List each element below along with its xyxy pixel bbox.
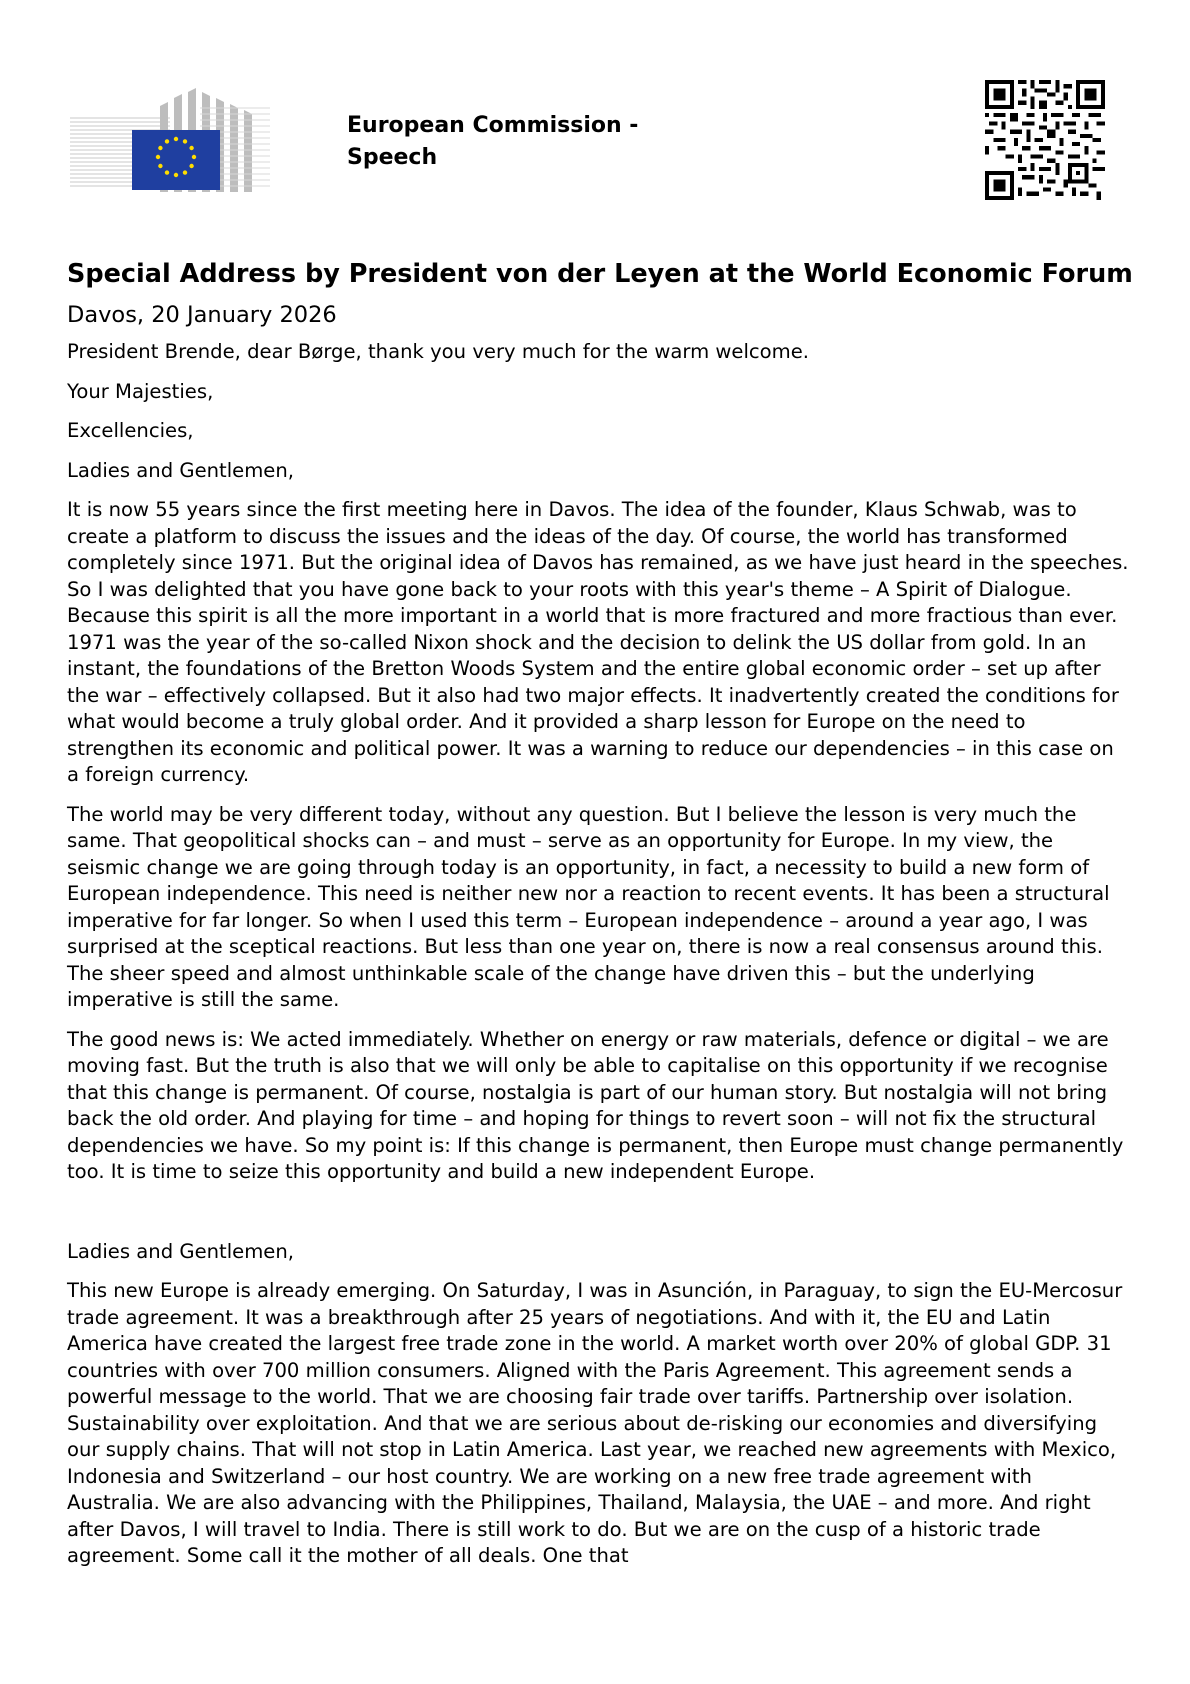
- speech-paragraph: This new Europe is already emerging. On Saturday, I was in Asunción, in Paraguay, to sign the EU-Mercosur trade agreement. It was a breakthrough after 25 years of negotiations. And with it, the EU and Latin America have created the largest free trade zone in the world. A market worth over 20% of global GDP. 31 countries with over 700 million consumers. Aligned with the Paris Agreement. This agreement sends a powerful message to the world. That we are choosing fair trade over tariffs. Partnership over isolation. Sustainability over exploitation. And that we are serious about de-risking our economies and diversifying our supply chains. That will not stop in Latin America. Last year, we reached new agreements with Mexico, Indonesia and Switzerland – our host country. We are working on a new free trade agreement with Australia. We are also advancing with the Philippines, Thailand, Malaysia, the UAE – and more. And right after Davos, I will travel to India. There is still work to do. But we are on the cusp of a historic trade agreement. Some call it the mother of all deals. One that: [67, 1279, 1123, 1567]
- speech-paragraph: The world may be very different today, without any question. But I believe the lesson is very much the same. That geopolitical shocks can – and must – serve as an opportunity for Europe. In my view, the seismic change we are going through today is an opportunity, in fact, a necessity to build a new form of European independence. This need is neither new nor a reaction to recent events. It has been a structural imperative for far longer. So when I used this term – European independence – around a year ago, I was surprised at the sceptical reactions. But less than one year on, there is now a real consensus around this. The sheer speed and almost unthinkable scale of the change have driven this – but the underlying imperative is still the same.: [67, 802, 1110, 1011]
- speech-dateline: Davos, 20 January 2026: [67, 302, 337, 328]
- salutation-excellencies: Excellencies,: [67, 419, 194, 442]
- european-commission-logo: [70, 88, 270, 194]
- page-header: [0, 0, 1190, 230]
- salutation-ladies-gentlemen: Ladies and Gentlemen,: [67, 458, 295, 482]
- org-title-line2: Speech: [347, 145, 438, 170]
- speech-paragraph: It is now 55 years since the first meeting here in Davos. The idea of the founder, Klaus Schwab, was to create a platform to discuss the issues and the ideas of the day. Of course, the world has transformed completely since 1971. But the original idea of Davos has remained, as we have just heard in the speeches. So I was delighted that you have gone back to your roots with this year's theme – A Spirit of Dialogue. Because this spirit is all the more important in a world that is more fractured and more fractious than ever. 1971 was the year of the so-called Nixon shock and the decision to delink the US dollar from gold. In an instant, the foundations of the Bretton Woods System and the entire global economic order – set up after the war – effectively collapsed. But it also had two major effects. It inadvertently created the conditions for what would become a truly global order. And it provided a sharp lesson for Europe on the need to strengthen its economic and political power. It was a warning to reduce our dependencies – in this case on a foreign currency.: [67, 498, 1129, 786]
- org-title: [347, 110, 667, 174]
- salutation-opening: President Brende, dear Børge, thank you very much for the warm welcome.: [67, 340, 810, 363]
- org-title-line1: European Commission -: [347, 113, 639, 138]
- salutation-ladies-gentlemen: Ladies and Gentlemen,: [67, 1239, 295, 1263]
- section-spacer: [67, 1199, 1130, 1239]
- speech-content: [67, 258, 1133, 1583]
- speech-paragraph: The good news is: We acted immediately. Whether on energy or raw materials, defence or digital – we are moving fast. But the truth is also that we will only be able to capitalise on this opportunity if we recognise that this change is permanent. Of course, nostalgia is part of our human story. But nostalgia will not bring back the old order. And playing for time – and hoping for things to revert soon – will not fix the structural dependencies we have. So my point is: If this change is permanent, then Europe must change permanently too. It is time to seize this opportunity and build a new independent Europe.: [67, 1027, 1124, 1183]
- speech-title: Special Address by President von der Leyen at the World Economic Forum: [67, 259, 1133, 289]
- salutation-majesties: Your Majesties,: [67, 379, 214, 403]
- qr-code-icon: [985, 80, 1105, 200]
